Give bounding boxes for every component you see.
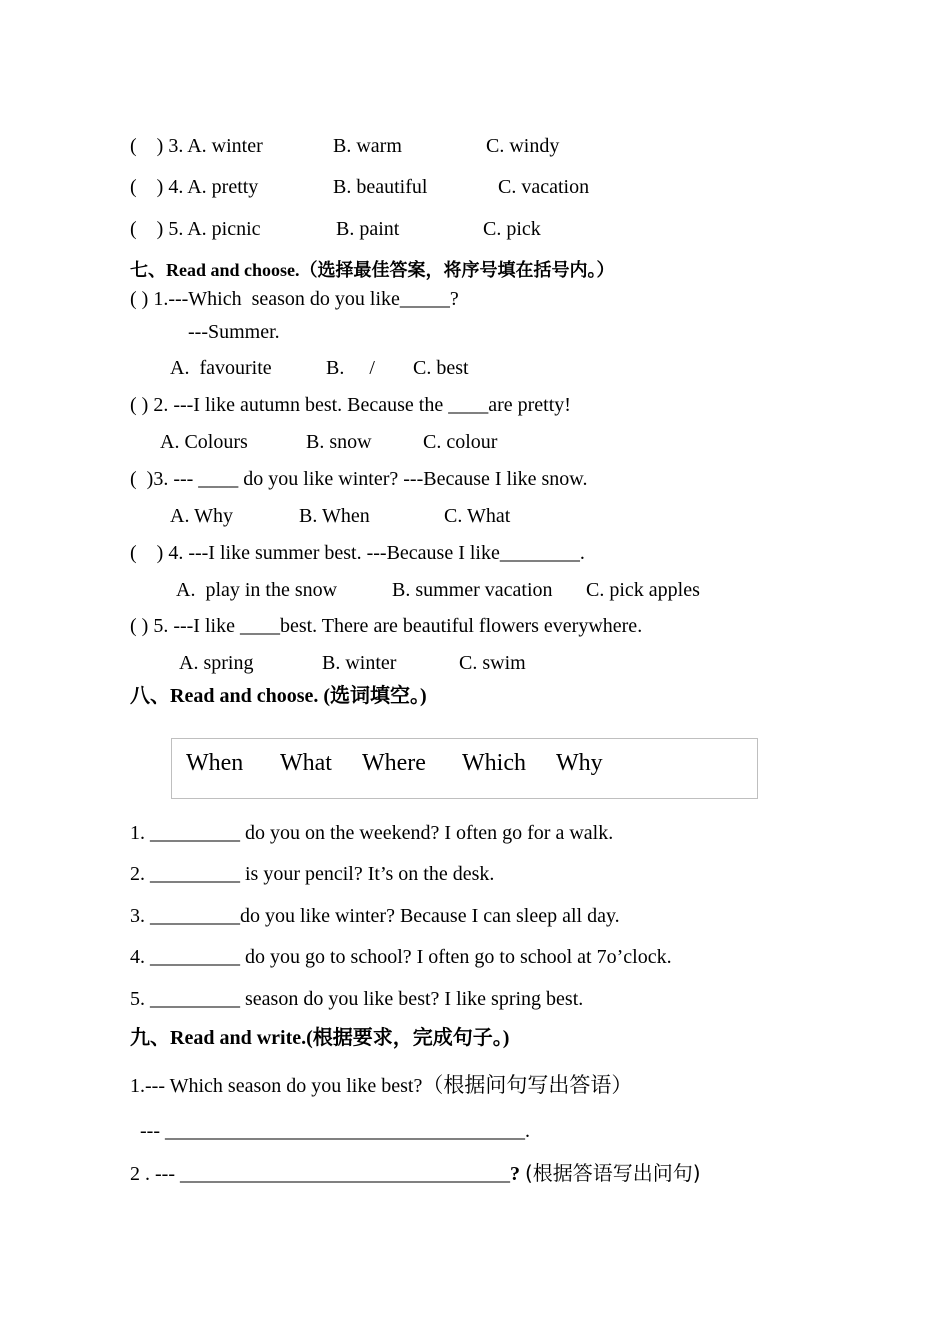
s8-item-1: 1. _________ do you on the weekend? I often go for a walk. — [130, 822, 614, 844]
s7-q2-option-b: B. snow — [306, 431, 372, 453]
s7-q3-option-c: C. What — [444, 505, 511, 527]
s7-q3: ( )3. --- ____ do you like winter? ---Because I like snow. — [130, 468, 588, 490]
s8-item-4: 4. _________ do you go to school? I often go to school at 7o’clock. — [130, 946, 672, 968]
s6-row4-option-b: B. beautiful — [333, 176, 428, 198]
s7-q1-option-b: B. / — [326, 357, 375, 379]
s6-row3-option-b: B. warm — [333, 135, 402, 157]
s9-q2 — [130, 1161, 701, 1186]
s6-row3-question: ( ) 3. A. winter — [130, 135, 263, 157]
s8-item-5: 5. _________ season do you like best? I like spring best. — [130, 988, 584, 1010]
s7-q1-answer: ---Summer. — [188, 321, 280, 343]
s7-q5-option-c: C. swim — [459, 652, 526, 674]
word-bank-where: Where — [362, 750, 426, 776]
s7-q2-option-c: C. colour — [423, 431, 498, 453]
word-bank-which: Which — [462, 750, 526, 776]
s7-q3-option-a: A. Why — [170, 505, 233, 527]
section8-heading: 八、Read and choose. (选词填空。) — [130, 685, 427, 707]
s7-q2: ( ) 2. ---I like autumn best. Because the ____are pretty! — [130, 394, 571, 416]
s7-q4-option-b: B. summer vacation — [392, 579, 553, 601]
s6-row5-option-c: C. pick — [483, 218, 541, 240]
word-bank-when: When — [186, 750, 244, 776]
s6-row5-question: ( ) 5. A. picnic — [130, 218, 261, 240]
word-bank-why: Why — [556, 750, 603, 776]
s6-row5-option-b: B. paint — [336, 218, 400, 240]
section9-heading: 九、Read and write.(根据要求，完成句子。) — [130, 1027, 510, 1049]
word-bank-box — [171, 738, 758, 799]
s7-q2-option-a: A. Colours — [160, 431, 248, 453]
s9-q2-question-mark: ? — [509, 1163, 520, 1185]
s9-q2-note: (根据答语写出问句) — [524, 1161, 701, 1185]
s9-q1 — [130, 1073, 632, 1098]
s7-q1-option-c: C. best — [413, 357, 469, 379]
s7-q5: ( ) 5. ---I like ____best. There are beautiful flowers everywhere. — [130, 615, 643, 637]
s7-q1-option-a: A. favourite — [170, 357, 272, 379]
s9-q1-answer-line: --- ____________________________________. — [140, 1120, 530, 1142]
s7-q1: ( ) 1.---Which season do you like_____? — [130, 288, 459, 310]
s7-q4-option-c: C. pick apples — [586, 579, 700, 601]
s6-row4-question: ( ) 4. A. pretty — [130, 176, 259, 198]
s8-item-3: 3. _________do you like winter? Because I can sleep all day. — [130, 905, 620, 927]
s8-item-2: 2. _________ is your pencil? It’s on the desk. — [130, 863, 495, 885]
s9-q1-text: 1.--- Which season do you like best? — [130, 1075, 423, 1097]
s7-q3-option-b: B. When — [299, 505, 370, 527]
s6-row4-option-c: C. vacation — [498, 176, 590, 198]
s6-row3-option-c: C. windy — [486, 135, 560, 157]
s7-q5-option-b: B. winter — [322, 652, 397, 674]
s7-q4-option-a: A. play in the snow — [176, 579, 338, 601]
s7-q5-option-a: A. spring — [179, 652, 254, 674]
s7-q4: ( ) 4. ---I like summer best. ---Because I like________. — [130, 542, 585, 564]
word-bank-what: What — [280, 750, 332, 776]
section7-heading: 七、Read and choose.（选择最佳答案，将序号填在括号内。） — [130, 260, 615, 280]
s9-q1-note: （根据问句写出答语） — [422, 1073, 633, 1097]
s9-q2-text: 2 . --- _________________________________ — [130, 1163, 510, 1185]
